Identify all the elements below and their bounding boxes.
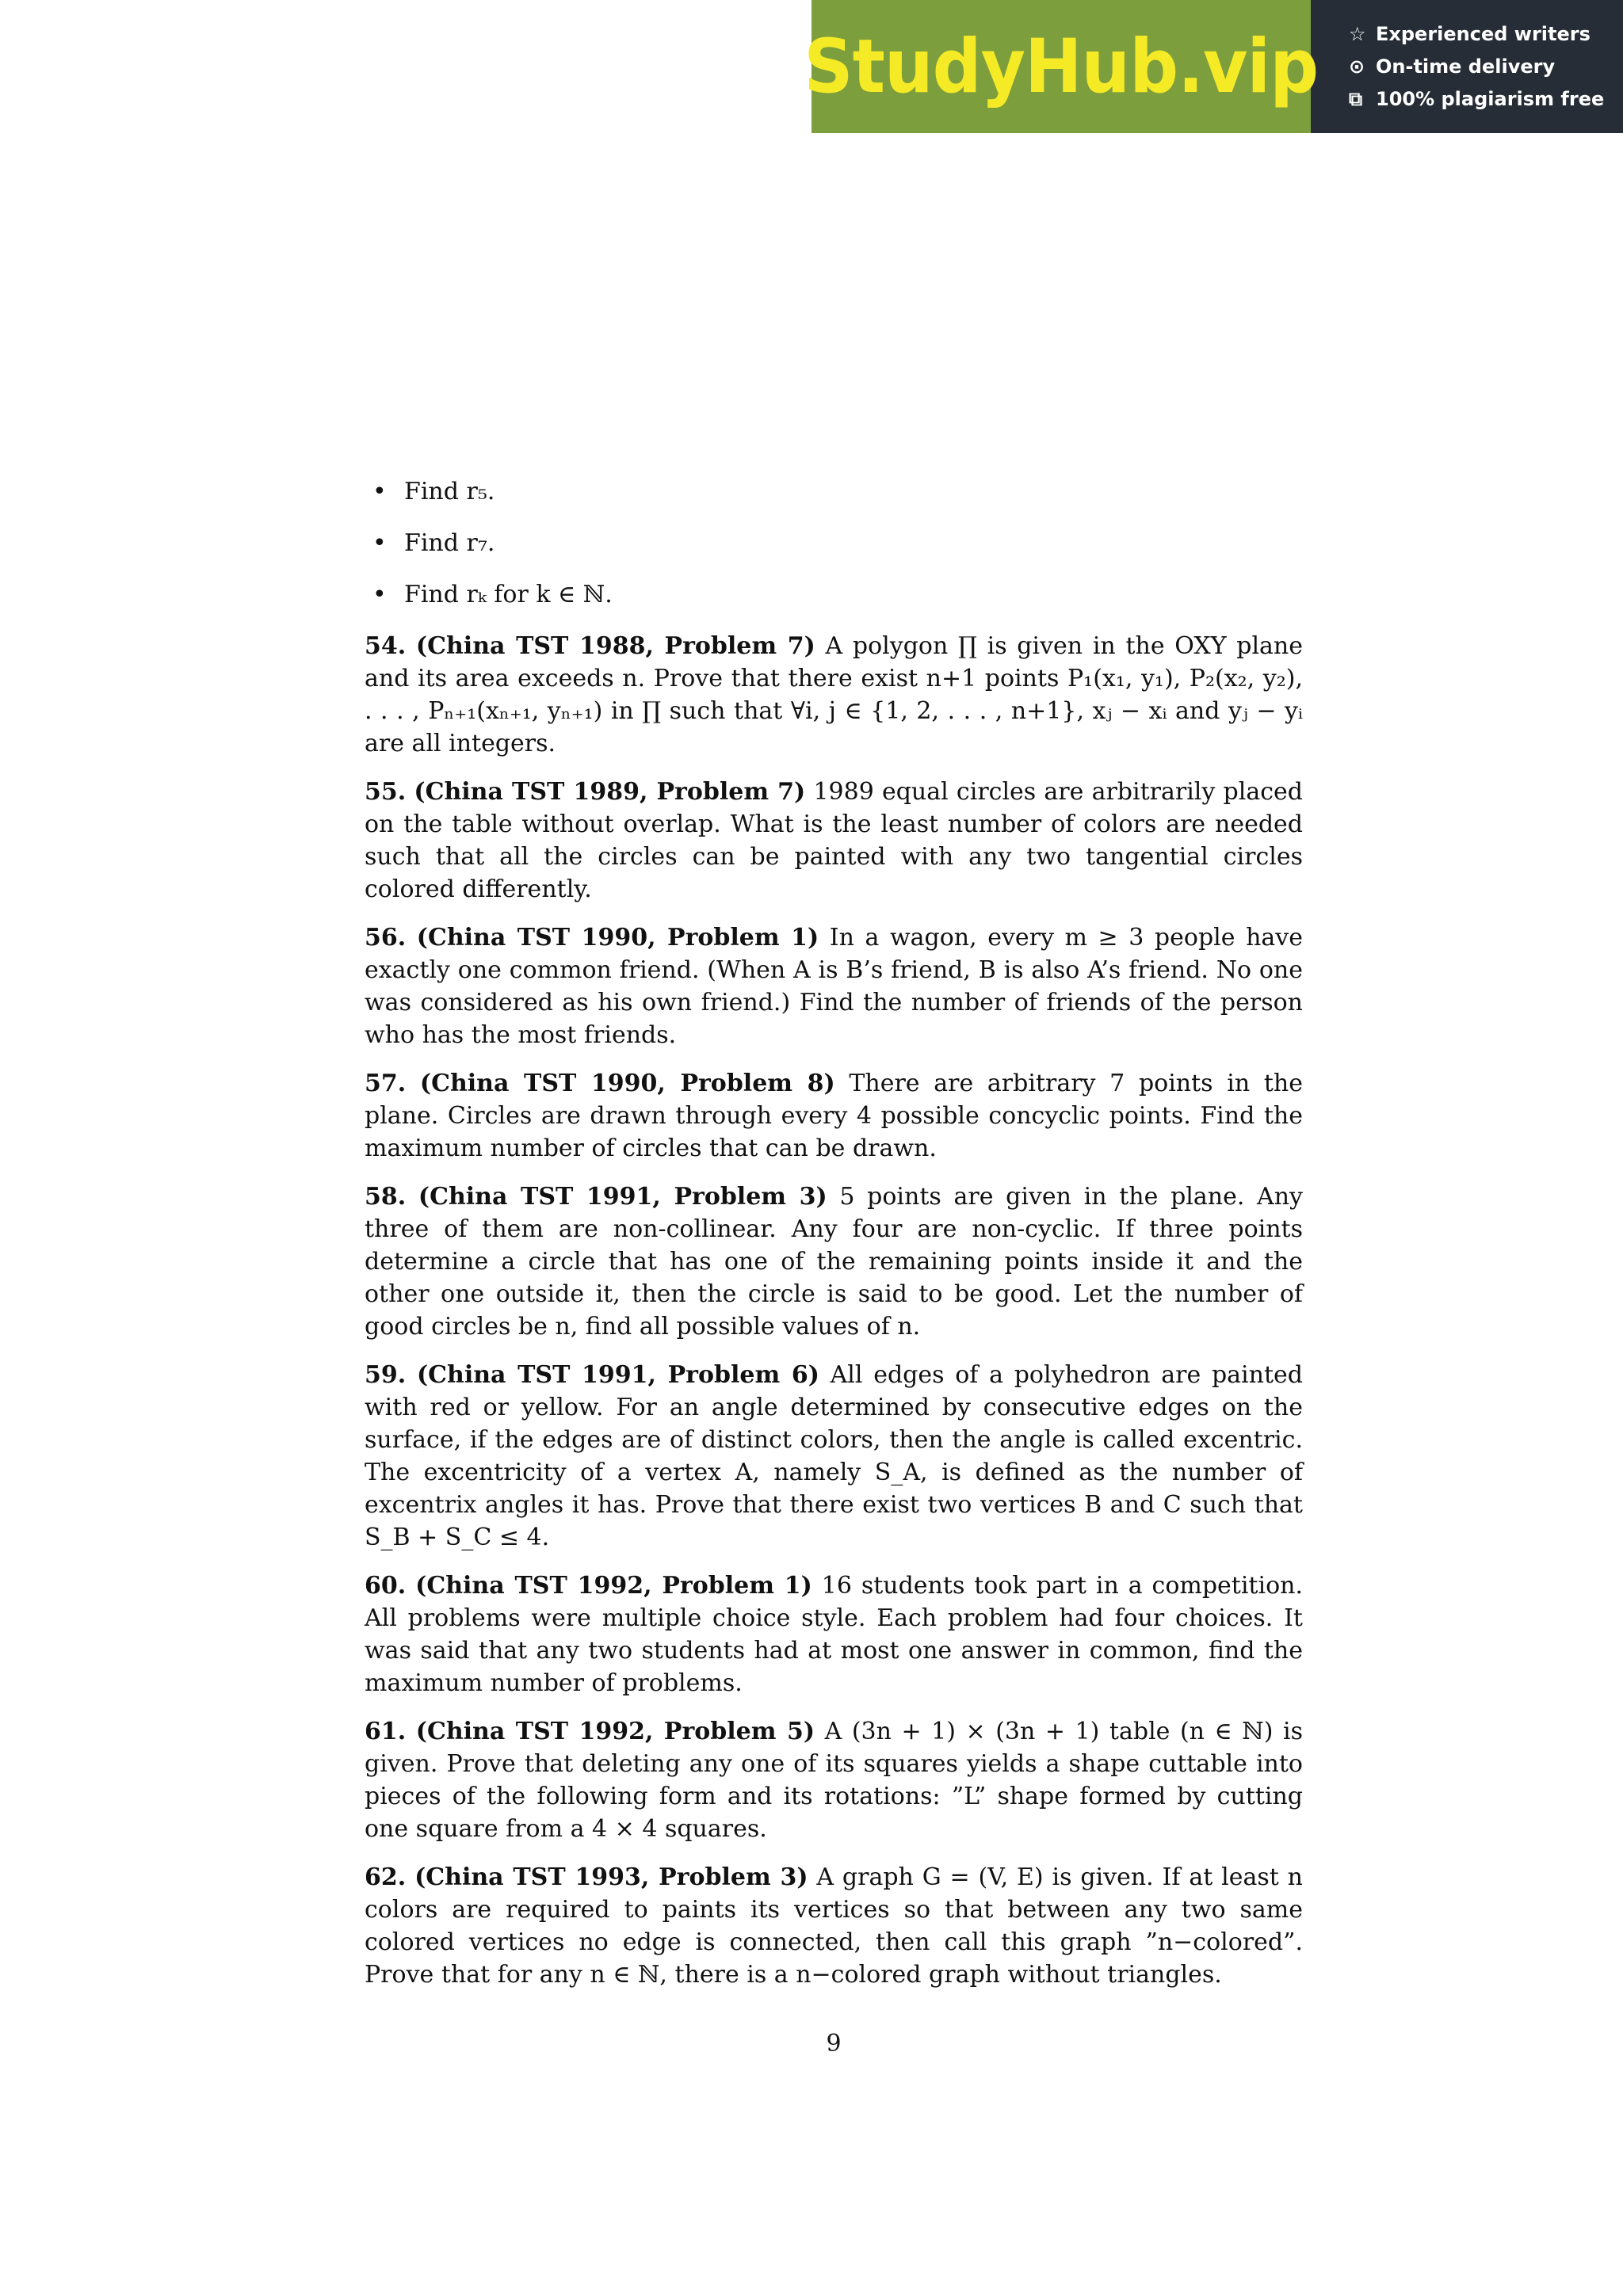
feature-on-time-delivery xyxy=(1349,51,1623,83)
problem-60 xyxy=(365,1569,1303,1699)
problem-57 xyxy=(365,1067,1303,1165)
feature-label: Experienced writers xyxy=(1376,23,1591,45)
problem-source: (China TST 1989, Problem 7) xyxy=(414,778,806,806)
brand-name: StudyHub.vip xyxy=(804,23,1319,110)
problem-number: 55. xyxy=(365,778,407,806)
problem-source: (China TST 1991, Problem 3) xyxy=(418,1183,827,1211)
problem-source: (China TST 1988, Problem 7) xyxy=(415,632,815,660)
problem-54 xyxy=(365,630,1303,760)
banner-features xyxy=(1311,0,1623,133)
copy-icon: ⧉ xyxy=(1349,88,1363,110)
problem-text: In a wagon, every m ≥ 3 people have exactly one common friend. (When A is B’s friend, B is also A’s friend. No one was considered as his own friend.) Find the number of friends of the person who has the most friends. xyxy=(365,924,1303,1049)
problem-source: (China TST 1990, Problem 8) xyxy=(419,1070,835,1097)
problem-number: 61. xyxy=(365,1718,407,1745)
problem-number: 54. xyxy=(365,632,407,660)
clock-icon: ⊙ xyxy=(1349,55,1365,78)
problem-text: All edges of a polyhedron are painted with red or yellow. For an angle determined by consecutive edges on the surface, if the edges are of distinct colors, then the angle is called excentric. The excentricity of a vertex A, namely S_A, is defined as the number of excentrix angles it has. Prove that there exist two vertices B and C such that S_B + S_C ≤ 4. xyxy=(365,1361,1303,1551)
problem-text: 16 students took part in a competition. All problems were multiple choice style. Each problem had four choices. It was said that any two students had at most one answer in common, find the maximum number of problems. xyxy=(365,1572,1304,1697)
problem-59 xyxy=(365,1359,1303,1554)
problem-number: 56. xyxy=(365,924,407,952)
problem-text: A graph G = (V, E) is given. If at least n colors are required to paints its vertices so that between any two same colored vertices no edge is connected, then call this graph ”n−colored”. Prove that for any n ∈ ℕ, there is a n−colored graph without triangles. xyxy=(365,1863,1303,1989)
list-item: • Find r₅. xyxy=(404,475,1303,508)
document-body xyxy=(365,475,1303,2007)
problem-source: (China TST 1992, Problem 1) xyxy=(415,1572,812,1600)
problem-number: 60. xyxy=(365,1572,407,1600)
problem-number: 57. xyxy=(365,1070,407,1097)
problem-56 xyxy=(365,921,1303,1051)
promo-banner[interactable] xyxy=(804,0,1623,133)
problem-source: (China TST 1993, Problem 3) xyxy=(414,1863,808,1891)
feature-experienced-writers xyxy=(1349,18,1623,51)
problem-text: A polygon ∏ is given in the OXY plane and its area exceeds n. Prove that there exist n+1 points P₁(x₁, y₁), P₂(x₂, y₂), . . . , Pₙ₊₁(xₙ₊₁, yₙ₊₁) in ∏ such that ∀i, j ∈ {1, 2, . . . , n+1}, xⱼ − xᵢ and yⱼ − yᵢ are all integers. xyxy=(365,632,1303,757)
problem-source: (China TST 1991, Problem 6) xyxy=(416,1361,819,1389)
problem-58 xyxy=(365,1180,1303,1343)
problem-text: 1989 equal circles are arbitrarily placed on the table without overlap. What is the least number of colors are needed such that all the circles can be painted with any two tangential circles colored differently. xyxy=(365,778,1303,903)
star-outline-icon: ☆ xyxy=(1349,23,1366,45)
problem-number: 58. xyxy=(365,1183,407,1211)
list-item: • Find r₇. xyxy=(404,527,1303,559)
problem-62 xyxy=(365,1861,1303,1991)
problem-number: 62. xyxy=(365,1863,407,1891)
bullet-list xyxy=(404,475,1303,611)
feature-label: 100% plagiarism free xyxy=(1376,88,1605,110)
problem-text: There are arbitrary 7 points in the plane. Circles are drawn through every 4 possible concyclic points. Find the maximum number of circles that can be drawn. xyxy=(365,1070,1303,1162)
problem-text: 5 points are given in the plane. Any three of them are non-collinear. Any four are non-cyclic. If three points determine a circle that has one of the remaining points inside it and the other one outside it, then the circle is said to be good. Let the number of good circles be n, find all possible values of n. xyxy=(365,1183,1303,1341)
problem-text: A (3n + 1) × (3n + 1) table (n ∈ ℕ) is given. Prove that deleting any one of its squares yields a shape cuttable into pieces of the following form and its rotations: ”L” shape formed by cutting one square from a 4 × 4 squares. xyxy=(365,1718,1303,1843)
page-number: 9 xyxy=(826,2030,842,2058)
problem-source: (China TST 1990, Problem 1) xyxy=(416,924,819,952)
problem-55 xyxy=(365,776,1303,906)
brand-logo[interactable] xyxy=(804,0,1319,133)
feature-label: On-time delivery xyxy=(1376,55,1556,78)
problem-number: 59. xyxy=(365,1361,407,1389)
list-item: • Find rₖ for k ∈ ℕ. xyxy=(404,578,1303,611)
feature-plagiarism-free xyxy=(1349,83,1623,116)
problem-source: (China TST 1992, Problem 5) xyxy=(415,1718,815,1745)
problem-61 xyxy=(365,1715,1303,1845)
